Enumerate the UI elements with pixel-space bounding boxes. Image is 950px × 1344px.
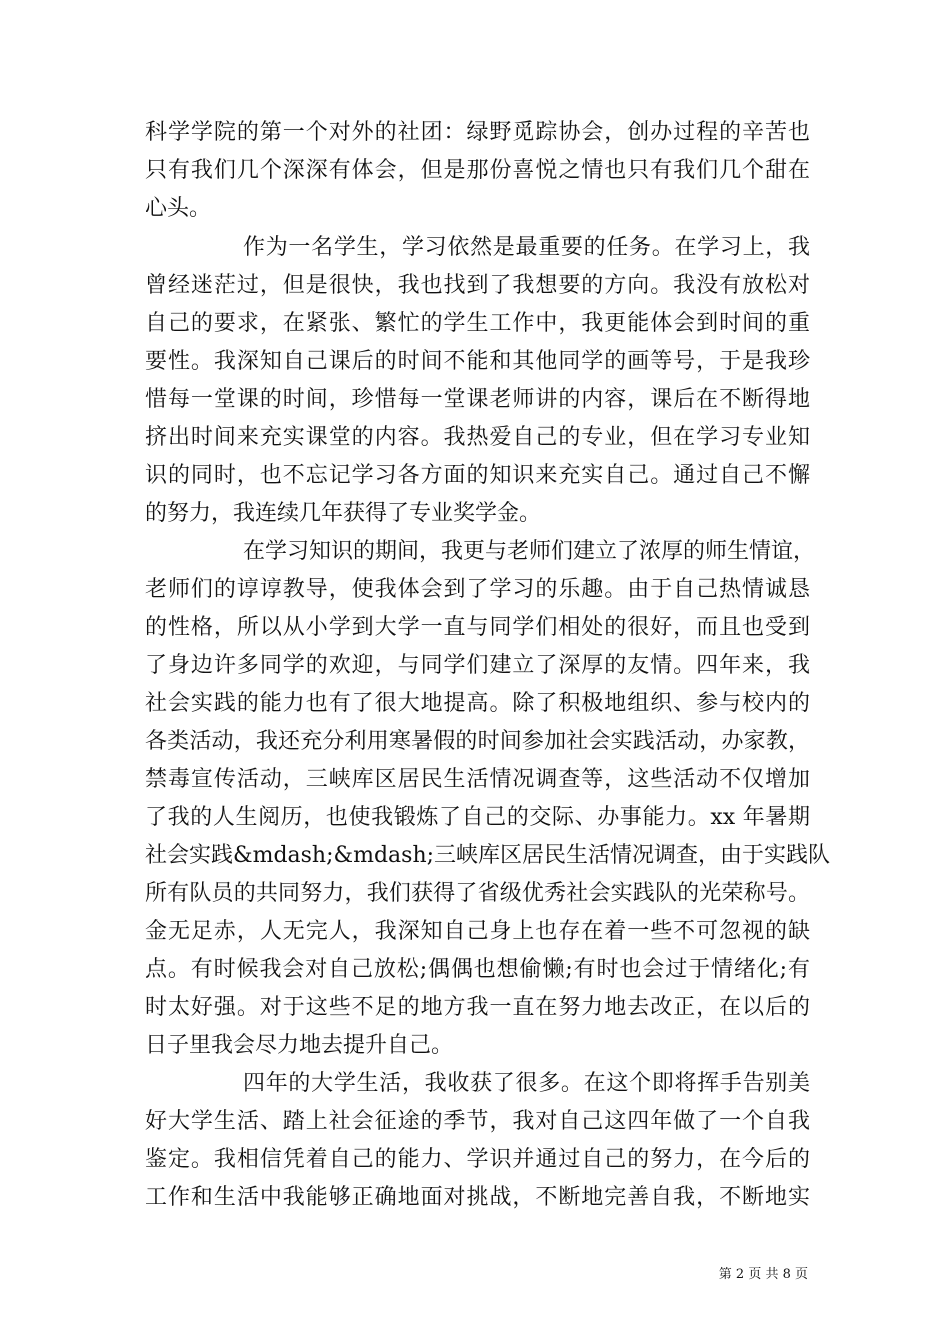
text-line: 惜每一堂课的时间，珍惜每一堂课老师讲的内容，课后在不断得地 (145, 387, 810, 412)
text-line: 工作和生活中我能够正确地面对挑战，不断地完善自我，不断地实 (145, 1185, 810, 1210)
text-line: 只有我们几个深深有体会，但是那份喜悦之情也只有我们几个甜在 (145, 158, 810, 183)
text-line: 挤出时间来充实课堂的内容。我热爱自己的专业，但在学习专业知 (145, 425, 810, 450)
text-line: 了我的人生阅历，也使我锻炼了自己的交际、办事能力。xx 年暑期 (145, 805, 810, 830)
text-line: 日子里我会尽力地去提升自己。 (145, 1033, 454, 1058)
text-line: 科学学院的第一个对外的社团：绿野觅踪协会，创办过程的辛苦也 (145, 120, 810, 145)
text-line: 识的同时，也不忘记学习各方面的知识来充实自己。通过自己不懈 (145, 463, 810, 488)
text-line: 点。有时候我会对自己放松;偶偶也想偷懒;有时也会过于情绪化;有 (145, 957, 810, 982)
text-line: 金无足赤，人无完人，我深知自己身上也存在着一些不可忽视的缺 (145, 919, 810, 944)
text-line: 老师们的谆谆教导，使我体会到了学习的乐趣。由于自己热情诚恳 (145, 577, 810, 602)
paragraph-first-line: 四年的大学生活，我收获了很多。在这个即将挥手告别美 (243, 1071, 810, 1096)
text-line: 社会实践&mdash;&mdash;三峡库区居民生活情况调查，由于实践队 (145, 843, 831, 868)
text-line: 了身边许多同学的欢迎，与同学们建立了深厚的友情。四年来，我 (145, 653, 810, 678)
paragraph-first-line: 作为一名学生，学习依然是最重要的任务。在学习上，我 (243, 235, 810, 260)
text-line: 的性格，所以从小学到大学一直与同学们相处的很好，而且也受到 (145, 615, 810, 640)
text-line: 的努力，我连续几年获得了专业奖学金。 (145, 501, 542, 526)
text-line: 自己的要求，在紧张、繁忙的学生工作中，我更能体会到时间的重 (145, 311, 810, 336)
text-line: 各类活动，我还充分利用寒暑假的时间参加社会实践活动，办家教， (145, 729, 810, 754)
text-line: 禁毒宣传活动，三峡库区居民生活情况调查等，这些活动不仅增加 (145, 767, 810, 792)
page-number: 第 2 页 共 8 页 (718, 1267, 808, 1282)
text-line: 好大学生活、踏上社会征途的季节，我对自己这四年做了一个自我 (145, 1109, 810, 1134)
text-line: 心头。 (145, 196, 212, 221)
paragraph-first-line: 在学习知识的期间，我更与老师们建立了浓厚的师生情谊， (243, 539, 816, 564)
text-line: 要性。我深知自己课后的时间不能和其他同学的画等号，于是我珍 (145, 349, 810, 374)
text-line: 曾经迷茫过，但是很快，我也找到了我想要的方向。我没有放松对 (145, 273, 810, 298)
text-line: 社会实践的能力也有了很大地提高。除了积极地组织、参与校内的 (145, 691, 810, 716)
text-line: 时太好强。对于这些不足的地方我一直在努力地去改正，在以后的 (145, 995, 810, 1020)
text-line: 鉴定。我相信凭着自己的能力、学识并通过自己的努力，在今后的 (145, 1147, 810, 1172)
text-line: 所有队员的共同努力，我们获得了省级优秀社会实践队的光荣称号。 (145, 881, 810, 906)
